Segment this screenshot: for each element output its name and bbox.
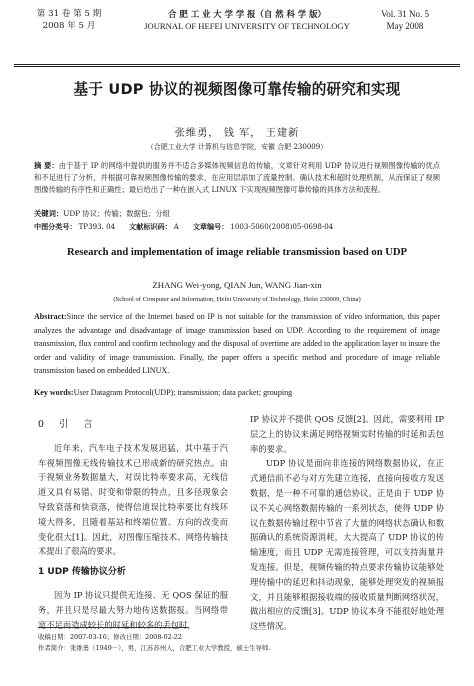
header-right [350,8,460,32]
footnote [38,632,454,654]
section-heading-udp-analysis: 1 UDP 传输协议分析 [38,567,126,578]
header-center [132,8,362,32]
document-code [129,222,179,232]
header-left [14,8,124,32]
art-label: 文章编号： [192,222,229,231]
footnote-received: 收稿日期：2007-03-16；修改日期：2008-02-22 [38,633,182,641]
doc-label: 文献标识码： [129,222,172,231]
header-rule-top [14,64,460,65]
abstract-en [34,310,440,378]
classification-line [34,222,450,232]
keywords-en [34,388,440,397]
section-heading-intro: 0 引 言 [38,419,99,430]
continued-paragraph: IP 协议并不提供 QOS 反馈[2]。因此，需要利用 IP 层之上的协议来满足网络视频实时传输的时延和丢包率的要求。 [250,414,444,454]
body-right-column [250,412,444,634]
date-cn: 2008 年 5 月 [42,21,96,31]
keywords-en-text: User Datagram Protocol(UDP); transmission; data packet; grouping [73,388,293,397]
article-number [193,222,333,232]
clc-number [34,222,115,232]
clc-label: 中图分类号： [34,222,77,231]
authors-en: ZHANG Wei-yong, QIAN Jun, WANG Jian-xin [152,280,322,290]
date-en: May 2008 [386,21,424,31]
abstract-cn-label: 摘 要： [34,161,59,170]
affiliation-cn: （合肥工业大学 计算机与信息学院，安徽 合肥 230009） [146,143,328,151]
running-header [14,6,460,64]
keywords-en-label: Key words: [34,388,74,397]
clc-value: TP393. 04 [78,222,116,231]
authors-cn: 张维勇， 钱 军， 王建新 [174,128,300,139]
art-value: 1003-5060(2008)05-0698-04 [230,222,334,231]
volume-issue-en: Vol. 31 No. 5 [380,9,430,19]
udp-analysis-paragraph: 因为 IP 协议只提供无连接、无 QOS 保证的服务，并且只是尽最大努力地传送数据报。当网络带宽不足而造成较长的时延和较多的丢包时， [38,589,228,630]
udp-description-paragraph: UDP 协议是面向非连接的网络数据协议，在正式通信前不必与对方先建立连接，直接向接收方发送数据，是一种不可靠的通信协议。正是由于 UDP 协议不关心网络数据传输的一系列状态，使得 UDP 协议在数据传输过程中节省了大量的网络状态确认和数据确认的系统资源消耗，大大提高了 UDP 协议的传输速度，而且 UDP 无需连接管理，可以支持海量并发连接。但是，视频传输的特点要求传输协议能够处理传输中的延迟和抖动现象，能够处理突发的视频报文，并且能够根据接收端的接收质量判断网络状况，做出相应的反馈[3]。UDP 协议本身不能很好地处理这些情况。 [250,458,444,632]
journal-name-en: JOURNAL OF HEFEI UNIVERSITY OF TECHNOLOGY [144,21,350,31]
abstract-cn [34,160,440,197]
doc-value: A [173,222,179,231]
body-left-column [38,418,228,632]
intro-paragraph: 近年来，汽车电子技术发展迅猛，其中基于汽车视频图像无线传输技术已形成新的研究热点。由于视频业务数据量大，对误比特率要求高，无线信道又具有易错、时变和带限的特点，且多径现象会导致衰落和快衰落，使得信道误比特率要比有线环境大得多，且随着基站和终端位置、方向的改变而变化很大[1]。因此，对图像压缩技术、网络传输技术提出了很高的要求。 [38,442,228,557]
paper-title-en: Research and implementation of image reliable transmission based on UDP [66,247,408,258]
affiliation-en: (School of Computer and Information, Hefei University of Technology, Hefei 230009, China) [113,296,361,303]
volume-issue-cn: 第 31 卷 第 5 期 [36,9,102,19]
paper-title-cn: 基于 UDP 协议的视频图像可靠传输的研究和实现 [73,81,401,98]
footnote-author: 作者简介：张维勇（1949－），男，江苏苏州人，合肥工业大学教授，硕士生导师. [38,644,271,652]
keywords-cn [34,209,440,219]
abstract-cn-text: 由于基于 IP 的网络中提供的服务并不适合多媒体视频信息的传输，文章针对利用 UDP 协议进行视频图像传输的优点和不足进行了分析，并根据可靠视频图像传输的要求，在应用层添加了流量控制、确认技术和超时处理机制，从而保证了视频图像传输的有序性和正确性；最后给出了一种在嵌入式 LINUX 下实现视频图像可靠传输的具体方法和流程。 [34,161,440,195]
abstract-en-label: Abstract: [34,312,67,321]
header-rule-bottom [14,66,460,67]
journal-name-cn: 合 肥 工 业 大 学 学 报（自 然 科 学 版） [168,9,326,19]
keywords-cn-label: 关键词： [34,209,64,218]
abstract-en-text: Since the service of the Internet based on IP is not suitable for the transmission of video information, this paper analyzes the advantage and disadvantage of image transmission based on UDP. According to the requirement of image transmission, flux control and confirm technology and the disposal of overtime are added to the application layer to insure the order and validity of image transmission. Finally, the paper offers a specific method and procedure of image reliable transmission based on embedded LINUX. [34,312,440,376]
keywords-cn-text: UDP 协议；传输；数据包；分组 [63,209,170,218]
footnote-rule [38,627,188,628]
